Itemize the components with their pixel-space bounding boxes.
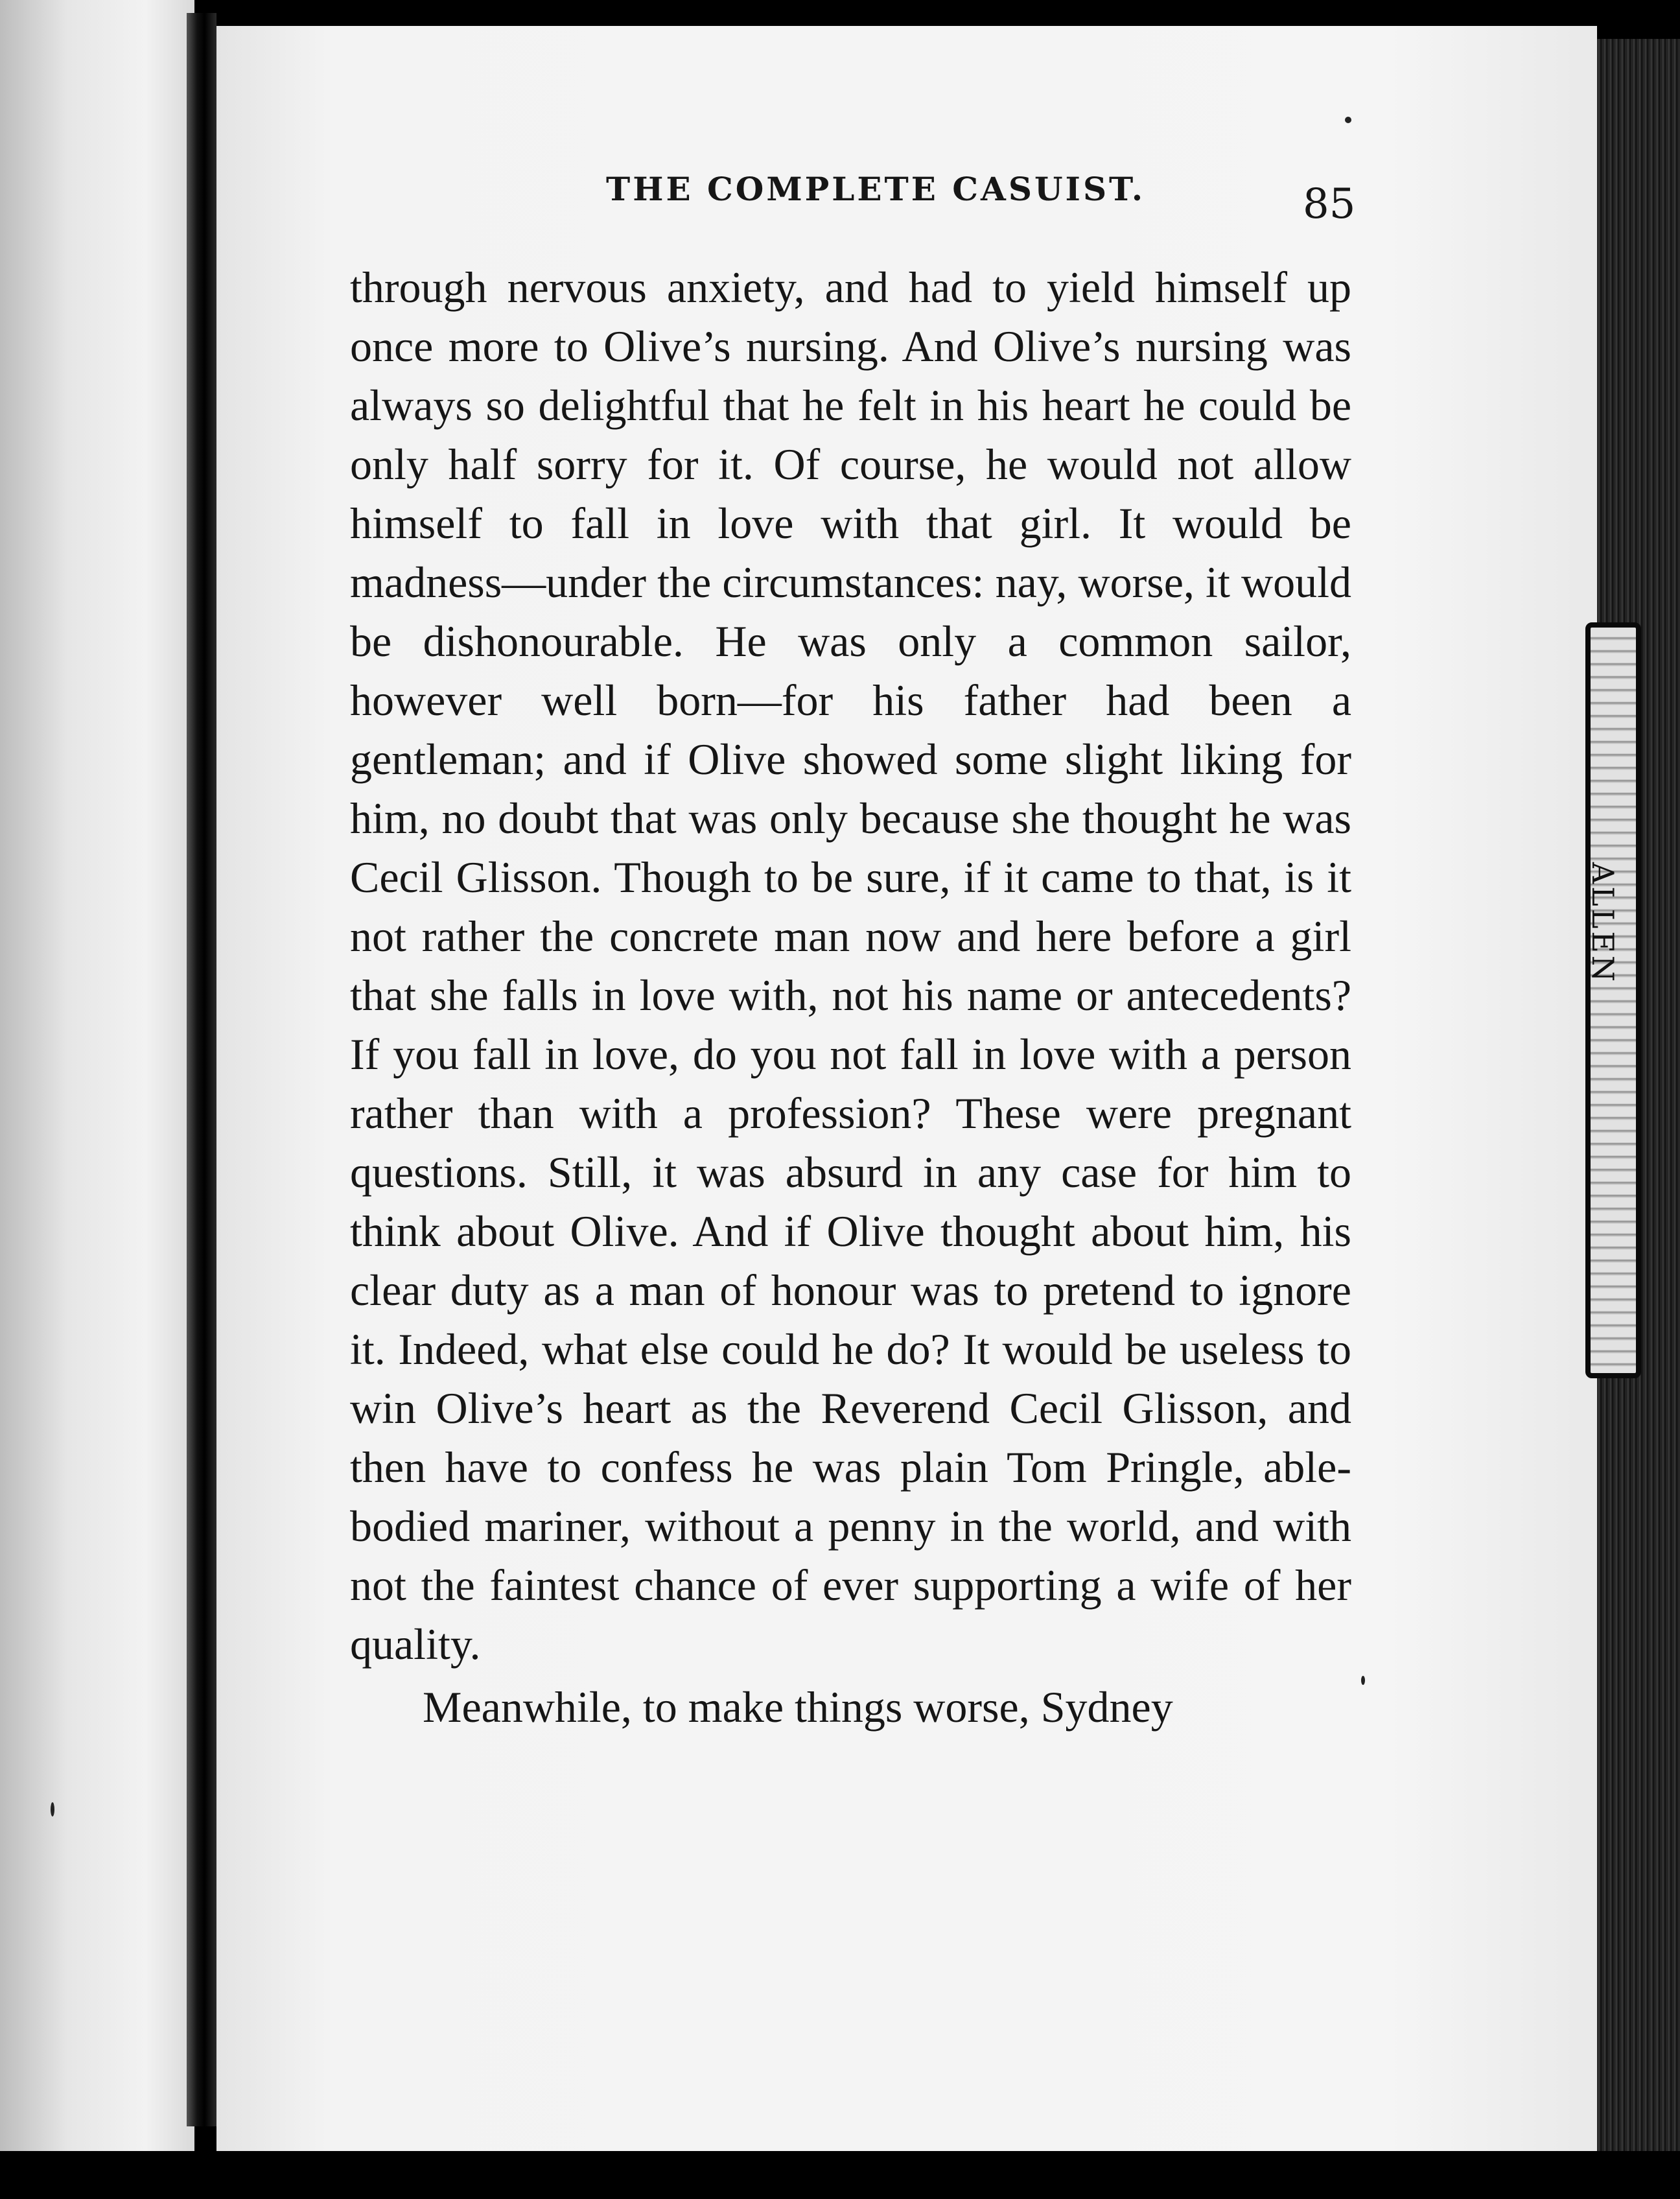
book-gutter: [187, 13, 216, 2126]
paper-speck: [1361, 1676, 1365, 1685]
paper-speck: [1345, 117, 1351, 123]
spine-label-plate: [1585, 622, 1641, 1378]
paragraph: Meanwhile, to make things worse, Sydney: [423, 1682, 1173, 1732]
page-body: [350, 258, 1351, 1737]
paper-speck: [51, 1802, 54, 1817]
facing-page: [0, 0, 194, 2199]
scan-border-bottom: [0, 2151, 1680, 2199]
paragraph: through nervous anxiety, and had to yield himself up once more to Olive’s nursing. And Olive’s nursing was always so delightful that he felt in his heart he could be only half sorry for it. Of course, he would not allow himself to fall in love with that girl. It would be madness—under the circumstances: nay, worse, it would be dishonourable. He was only a common sailor, however well born—for his father had been a gentleman; and if Olive showed some slight liking for him, no doubt that was only because she thought he was Cecil Glisson. Though to be sure, if it came to that, is it not rather the concrete man now and here before a girl that she falls in love with, not his name or antecedents? If you fall in love, do you not fall in love with a person rather than with a profession? These were pregnant questions. Still, it was absurd in any case for him to think about Olive. And if Olive thought about him, his clear duty as a man of honour was to pretend to ignore it. Indeed, what else could he do? It would be useless to win Olive’s heart as the Reverend Cecil Glisson, and then have to confess he was plain Tom Pringle, able-bodied mariner, without a penny in the world, and with not the faintest chance of ever supporting a wife of her quality.: [350, 263, 1351, 1669]
page-number: 85: [1303, 180, 1356, 228]
running-title: THE COMPLETE CASUIST.: [606, 170, 1146, 208]
spine-label-text: ALLEN: [1585, 862, 1620, 985]
